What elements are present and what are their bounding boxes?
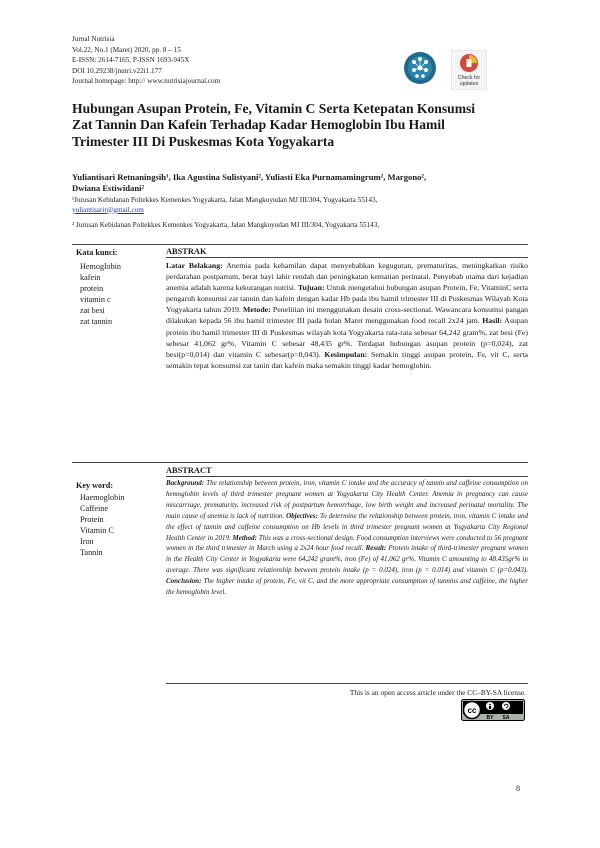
abstrak-kesimpulan-label: Kesimpulan: bbox=[324, 349, 368, 359]
affiliation-2 bbox=[72, 221, 542, 231]
cc-badge-sa: SA bbox=[502, 715, 510, 721]
abstrak-heading: ABSTRAK bbox=[166, 247, 207, 256]
abstract-section bbox=[166, 466, 528, 598]
cc-badge-by: BY bbox=[486, 715, 494, 721]
abstrak-latar-label: Latar Belakang: bbox=[166, 261, 223, 270]
journal-logo-icon bbox=[402, 50, 438, 86]
affiliation-1-text: ¹Jurusan Kebidanan Poltekkes Kemenkes Yogyakarta, Jalan Mangkuyudan MJ III/304, Yogyakarta 55143, bbox=[72, 196, 378, 204]
abstract-background-text: The relationship between protein, iron, vitamin C intake and the accuracy of tannin and caffeine consumption on hemoglobin levels of third trimester pregnant women at Yogyakarta City Health Center. Anemia in pregnancy can cause miscarriage, prematurity, increased risk of postpartum hemorrhage, low birth weight and increased perinatal mortality. The main cause of anemia is lack of nutrition. bbox=[166, 479, 528, 520]
keywords-id-heading: Kata kunci: bbox=[76, 248, 118, 257]
journal-name: Jurnal Nutrisia bbox=[72, 35, 115, 43]
journal-volume: Vol.22, No.1 (Maret) 2020, pp. 8 – 15 bbox=[72, 45, 181, 54]
cc-badge-cc: cc bbox=[467, 706, 477, 715]
check-updates-line1: Check for bbox=[457, 75, 481, 81]
check-for-updates-icon[interactable] bbox=[451, 50, 487, 90]
keyword-item: zat tannin bbox=[80, 317, 113, 326]
keywords-id bbox=[76, 247, 156, 327]
keyword-item: zat besi bbox=[80, 306, 105, 315]
journal-doi[interactable]: DOI 10.29238/jnutri.v22i1.177 bbox=[72, 66, 162, 75]
keyword-item: Hemoglobin bbox=[80, 262, 121, 271]
abstrak-body bbox=[166, 260, 528, 371]
abstrak-section bbox=[166, 247, 528, 371]
abstract-objectives-text: To determine the relationship between protein, iron, vitamin C intake and the effect of tannin and caffeine consumption on Hb levels in third trimester pregnant women at Yogyakarta City Regional Health Center in 2019. bbox=[166, 511, 528, 542]
keyword-item: kafein bbox=[80, 273, 101, 282]
check-for-updates-graphic bbox=[451, 50, 487, 90]
abstract-method-label: Method: bbox=[232, 533, 258, 542]
affiliation-1 bbox=[72, 196, 542, 215]
abstract-background-label: Background: bbox=[166, 479, 205, 487]
license-text: This is an open access article under the CC–BY-SA license. bbox=[349, 688, 526, 697]
article-title bbox=[72, 101, 542, 150]
section-divider bbox=[72, 244, 528, 245]
abstrak-kesimpulan-text: Semakin tinggi asupan protein, Fe, vit C, serta semakin tepat konsumsi zat tanin dan kafein maka semakin tinggi kadar hemoglobin. bbox=[166, 349, 528, 370]
keywords-en bbox=[76, 480, 156, 558]
keyword-item: protein bbox=[80, 284, 104, 293]
page-number: 8 bbox=[516, 784, 520, 793]
check-updates-line2: updates bbox=[459, 81, 479, 87]
author-line: Dwiana Estiwidani² bbox=[72, 183, 145, 194]
abstrak-hasil-label: Hasil: bbox=[482, 316, 503, 326]
abstrak-latar-text: Anemia pada kehamilan dapat menyebabkan keguguran, prematuritas, meningkatkan risiko perdarahan postpartum, berat bayi lahir rendah dan peningkatan kematian perinatal. Penyebab utama dari kejadian anemia adalah karena kekurangan nutrisi. bbox=[166, 261, 528, 293]
abstrak-tujuan-label: Tujuan: bbox=[297, 283, 325, 293]
author-line: Yuliantisari Retnaningsih¹, Ika Agustina Sulistyani², Yuliasti Eka Purnamamingrum², Margono², bbox=[72, 172, 427, 182]
abstract-body bbox=[166, 478, 528, 598]
abstract-end-rule bbox=[166, 683, 528, 684]
abstract-result-label: Result: bbox=[365, 544, 387, 553]
abstract-conclusion-label: Conclusion: bbox=[166, 577, 202, 586]
keyword-item: Tannin bbox=[80, 548, 103, 557]
affiliation-2-text: ² Jurusan Kebidanan Poltekkes Kemenkes Yogyakarta, Jalan Mangkuyudan MJ III/304, Yogyakarta 55143, bbox=[72, 221, 380, 229]
keyword-item: Vitamin C bbox=[80, 526, 114, 535]
author-email-link[interactable]: yuliantisarir@gmail.com bbox=[72, 205, 144, 214]
author-list bbox=[72, 172, 542, 194]
keyword-item: Caffeine bbox=[80, 504, 109, 513]
title-line: Zat Tannin Dan Kafein Terhadap Kadar Hemoglobin Ibu Hamil bbox=[72, 117, 445, 133]
cc-by-sa-license-icon[interactable] bbox=[461, 699, 525, 721]
journal-issn: E-ISSN: 2614-7165, P-ISSN 1693-945X bbox=[72, 56, 190, 65]
keyword-item: Protein bbox=[80, 515, 104, 524]
keyword-item: Haemoglobin bbox=[80, 493, 125, 502]
abstrak-metode-label: Metode: bbox=[243, 305, 271, 315]
abstract-objectives-label: Objectives: bbox=[286, 511, 318, 520]
keyword-item: Iron bbox=[80, 537, 94, 546]
abstrak-tujuan-text: Untuk mengetahui hubungan asupan Protein, Fe, VitaminC serta pengaruh konsumsi zat tannin dan kafein dengan kadar Hb pada ibu hamil trimester III di Puskesmas Wilayah Kota Yogyakarta tahun 2019. bbox=[166, 283, 528, 315]
abstrak-metode-text: Penelitian ini menggunakan desain cross-sectional. Wawancara konsumsi pangan dilakukan kepada 56 ibu hamil trimester III pada bulan Maret menggunakan food recall 2x24 jam. bbox=[166, 305, 528, 326]
keywords-en-heading: Key word: bbox=[76, 481, 114, 490]
section-divider bbox=[72, 462, 528, 463]
abstract-conclusion-text: The higher intake of protein, Fe, vit C, and the more appropriate consumption of tannins and caffeine, the higher the hemoglobin level. bbox=[166, 577, 528, 597]
abstract-heading: ABSTRACT bbox=[166, 466, 212, 475]
journal-homepage[interactable]: Journal homepage: http:// www.nutrisiajournal.com bbox=[72, 77, 221, 86]
journal-meta bbox=[72, 34, 220, 87]
title-line: Hubungan Asupan Protein, Fe, Vitamin C Serta Ketepatan Konsumsi bbox=[72, 101, 476, 116]
abstract-result-text: Protein intake of third-trimester pregnant women in the Health City Center in Yogyakarta were 64,242 gram%, iron (Fe) of 41,062 gr%, Vitamin C amounting to 48.435gr% in average. There was significant relationship between protein intake (p = 0.024), iron (p = 0.014) and vitamin C (p=0.043). bbox=[166, 544, 528, 575]
title-line: Trimester III Di Puskesmas Kota Yogyakarta bbox=[72, 133, 335, 149]
abstract-method-text: This was a cross-sectional design. Food consumption interviews were conducted to 56 pregnant women in the third trimester in March using a 2x24 hour food recall. bbox=[166, 533, 528, 553]
abstrak-hasil-text: Asupan protein ibu hamil trimester III di Puskesmas wilayah kota Yogyakarta rata-rata sebesar 64,242 gram%, zat besi (Fe) sebesar 41,062 gr%, Vitamin C sebesar 48,435 gr%. Terdapat hubungan asupan protein (p=0,024), zat besi(p=0,014) dan vitamin C sebesar(p=0,043). bbox=[166, 316, 529, 359]
keyword-item: vitamin c bbox=[80, 295, 111, 304]
